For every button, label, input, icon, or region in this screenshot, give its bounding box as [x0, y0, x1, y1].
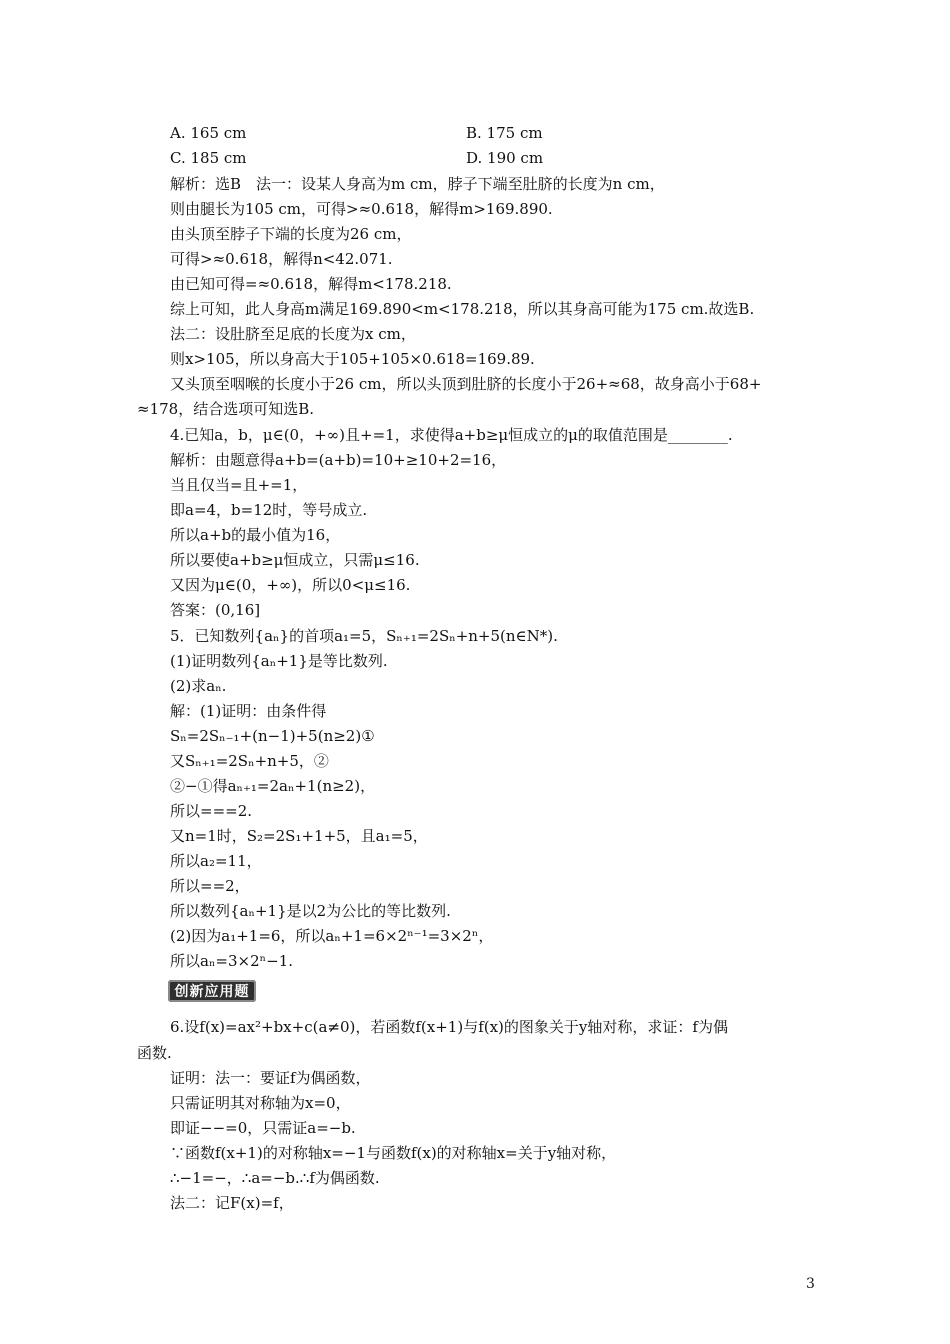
- text-line: 又头顶至咽喉的长度小于26 cm，所以头顶到肚脐的长度小于26+≈68，故身高小于68+: [170, 375, 762, 393]
- text-line: 由已知可得=≈0.618，解得m<178.218.: [170, 275, 452, 293]
- text-line: 即a=4，b=12时，等号成立.: [170, 501, 368, 519]
- text-line: 又Sₙ₊₁=2Sₙ+n+5，②: [170, 752, 329, 770]
- text-line: 法二：设肚脐至足底的长度为x cm，: [170, 325, 416, 343]
- question-6: 6.设f(x)=ax²+bx+c(a≠0)，若函数f(x+1)与f(x)的图象关于y轴对称，求证：f为偶: [170, 1018, 728, 1036]
- text-line: 所以a₂=11，: [170, 852, 262, 870]
- text-line: ≈178，结合选项可知选B.: [137, 400, 314, 418]
- question-4: 4.已知a，b，μ∈(0，+∞)且+=1，求使得a+b≥μ恒成立的μ的取值范围是________.: [170, 426, 733, 444]
- text-line: 即证−−=0，只需证a=−b.: [170, 1119, 356, 1137]
- page-number: 3: [806, 1276, 815, 1292]
- text-line: 可得>≈0.618，解得n<42.071.: [170, 250, 393, 268]
- text-line: 函数.: [137, 1044, 172, 1062]
- text-line: 所以数列{aₙ+1}是以2为公比的等比数列.: [170, 902, 451, 920]
- option-d: D. 190 cm: [466, 149, 544, 167]
- option-c: C. 185 cm: [170, 149, 247, 167]
- text-line: (2)求aₙ.: [170, 677, 227, 695]
- question-5: 5．已知数列{aₙ}的首项a₁=5，Sₙ₊₁=2Sₙ+n+5(n∈N*).: [170, 627, 558, 645]
- text-line: (2)因为a₁+1=6，所以aₙ+1=6×2ⁿ⁻¹=3×2ⁿ，: [170, 927, 494, 945]
- text-line: 所以a+b的最小值为16，: [170, 526, 341, 544]
- text-line: 解：(1)证明：由条件得: [170, 702, 327, 720]
- text-line: 则由腿长为105 cm，可得>≈0.618，解得m>169.890.: [170, 200, 553, 218]
- text-line: 解析：由题意得a+b=(a+b)=10+≥10+2=16，: [170, 451, 507, 469]
- section-badge: 创新应用题: [168, 980, 256, 1002]
- text-line: 所以aₙ=3×2ⁿ−1.: [170, 952, 294, 970]
- text-line: 证明：法一：要证f为偶函数，: [170, 1069, 371, 1087]
- answer: 答案：(0,16]: [170, 601, 261, 619]
- text-line: 又n=1时，S₂=2S₁+1+5，且a₁=5，: [170, 827, 428, 845]
- text-line: ②−①得aₙ₊₁=2aₙ+1(n≥2)，: [170, 777, 376, 795]
- option-a: A. 165 cm: [170, 124, 247, 142]
- text-line: 则x>105，所以身高大于105+105×0.618=169.89.: [170, 350, 535, 368]
- text-line: 只需证明其对称轴为x=0，: [170, 1094, 351, 1112]
- text-line: 所以==2，: [170, 877, 250, 895]
- text-line: ∵函数f(x+1)的对称轴x=−1与函数f(x)的对称轴x=关于y轴对称，: [170, 1144, 617, 1162]
- option-b: B. 175 cm: [466, 124, 543, 142]
- text-line: 由头顶至脖子下端的长度为26 cm，: [170, 225, 412, 243]
- text-line: (1)证明数列{aₙ+1}是等比数列.: [170, 652, 388, 670]
- text-line: 综上可知，此人身高m满足169.890<m<178.218，所以其身高可能为175 cm.故选B.: [170, 300, 755, 318]
- text-line: Sₙ=2Sₙ₋₁+(n−1)+5(n≥2)①: [170, 727, 375, 745]
- text-line: 所以===2.: [170, 802, 253, 820]
- text-line: 解析：选B 法一：设某人身高为m cm，脖子下端至肚脐的长度为n cm，: [170, 175, 665, 193]
- text-line: 当且仅当=且+=1，: [170, 476, 308, 494]
- text-line: 又因为μ∈(0，+∞)，所以0<μ≤16.: [170, 576, 411, 594]
- text-line: 所以要使a+b≥μ恒成立，只需μ≤16.: [170, 551, 420, 569]
- text-line: ∴−1=−，∴a=−b.∴f为偶函数.: [170, 1169, 380, 1187]
- text-line: 法二：记F(x)=f，: [170, 1194, 294, 1212]
